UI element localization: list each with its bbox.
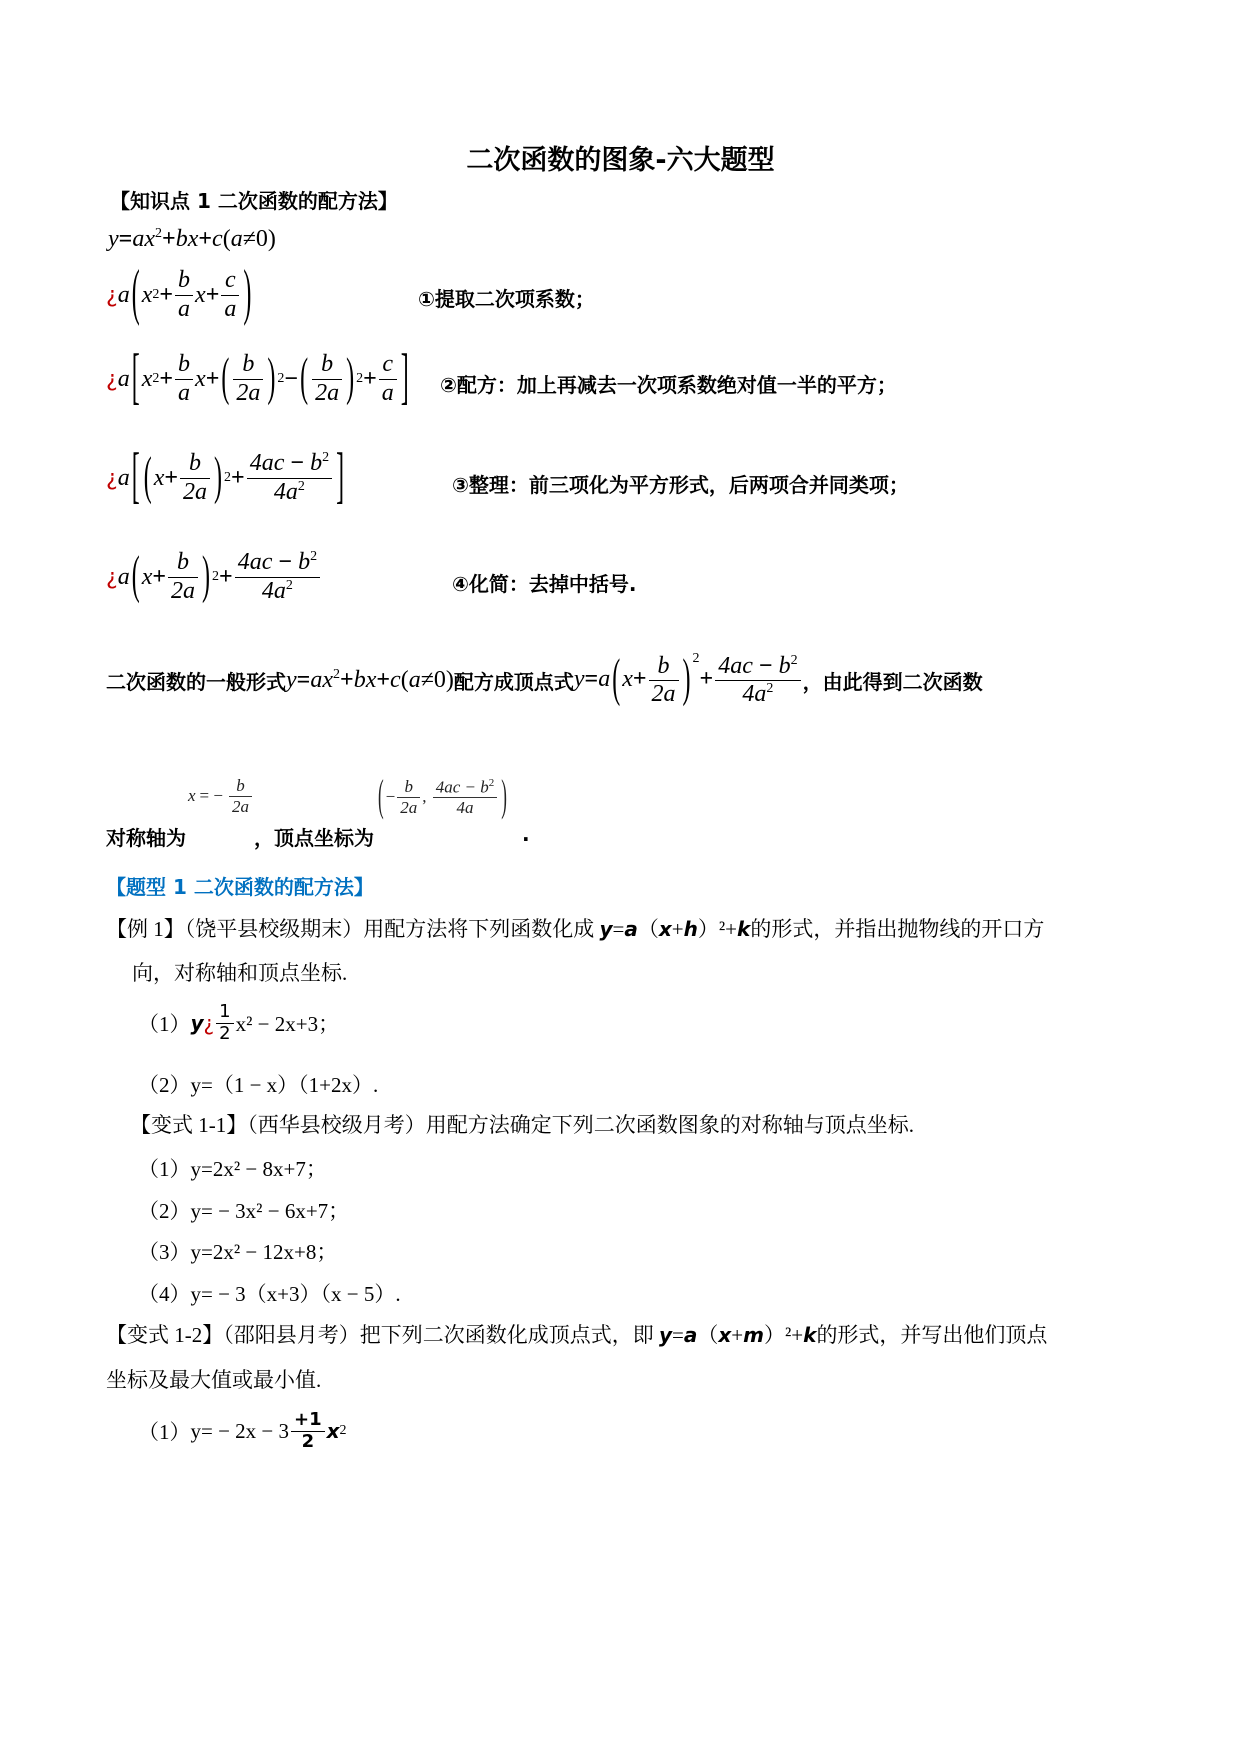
axis-label: 对称轴为 <box>106 826 186 850</box>
variant11-item3: （3）y=2x² − 12x+8； <box>138 1240 338 1264</box>
variant12-line1: 【变式 1-2】（邵阳县月考）把下列二次函数化成顶点式，即 y=a（x+m）²+k的形式，并写出他们顶点 <box>106 1323 1048 1347</box>
vertex-formula: ( − $\frac{b}{2a}$ , $\frac{4ac - b^2}{4a}$ ) <box>378 771 507 821</box>
step3-text: ③整理：前三项化为平方形式，后两项合并同类项； <box>452 473 909 497</box>
summary-line: 二次函数的一般形式 $y=ax^2+bx+c(a\ne 0)$ 配方成顶点式 y=a(x+ $\frac{b}{2a}$ ) $^2$+ $\frac{4ac - b^2}{4a^2}$ ，由此得到二次函数 <box>106 650 983 709</box>
formula-step3: ¿ a [ ( x + $\frac{b}{2a}$ ) 2 + $\frac{4ac - b^2}{4a^2}$ ] <box>106 442 345 511</box>
variant11-item2: （2）y= − 3x² − 6x+7； <box>138 1199 350 1223</box>
axis-formula: x = − $\frac{b}{2a}$ <box>188 776 254 816</box>
type1-heading: 【题型 1 二次函数的配方法】 <box>106 875 374 899</box>
page-title: 二次函数的图象-六大题型 <box>466 145 775 176</box>
vertex-label: ，顶点坐标为 <box>254 826 374 850</box>
formula-step2: ¿ a [ x 2 + $\frac{b}{a}$ x + ( $\frac{b}{2a}$ ) 2 − ( $\frac{b}{2a}$ ) 2 + $\frac{c}{a}$ ] <box>106 343 409 412</box>
example1-line2: 向，对称轴和顶点坐标. <box>132 961 348 985</box>
step1-text: ①提取二次项系数； <box>418 287 595 311</box>
knowledge-heading: 【知识点 1 二次函数的配方法】 <box>110 189 398 213</box>
step2-text: ②配方：加上再减去一次项系数绝对值一半的平方； <box>440 373 897 397</box>
example1-q2: （2）y=（1 − x）（1+2x）. <box>138 1073 379 1097</box>
equal-glyph: ¿ <box>106 282 118 308</box>
variant12-q1: （1） y= − 2x − 3 $\frac{+1}{2}$ x 2 <box>138 1408 347 1452</box>
end-period: . <box>522 822 530 846</box>
step4-text: ④化简：去掉中括号. <box>452 572 637 596</box>
variant11-heading: 【变式 1-1】（西华县校级月考）用配方法确定下列二次函数图象的对称轴与顶点坐标. <box>130 1113 914 1137</box>
variant11-item4: （4）y= − 3（x+3）（x − 5）. <box>138 1282 401 1306</box>
example1-q1: （1） y ¿ $\frac{1}{2}$ x² − 2x+3； <box>138 1000 340 1044</box>
variant12-line2: 坐标及最大值或最小值. <box>106 1368 322 1392</box>
variant11-item1: （1）y=2x² − 8x+7； <box>138 1157 327 1181</box>
formula-step1: ¿ a ( x 2 + $\frac{b}{a}$ x + $\frac{c}{a}$ ) <box>106 259 252 328</box>
formula-step4: ¿ a ( x + $\frac{b}{2a}$ ) 2 + $\frac{4ac - b^2}{4a^2}$ <box>106 543 322 611</box>
example1-line1: 【例 1】（饶平县校级期末）用配方法将下列函数化成 y=a（x+h）²+k的形式，并指出抛物线的开口方 <box>106 917 1045 941</box>
formula-general: $y=ax^2+bx+c(a\ne 0)$ <box>108 226 276 252</box>
